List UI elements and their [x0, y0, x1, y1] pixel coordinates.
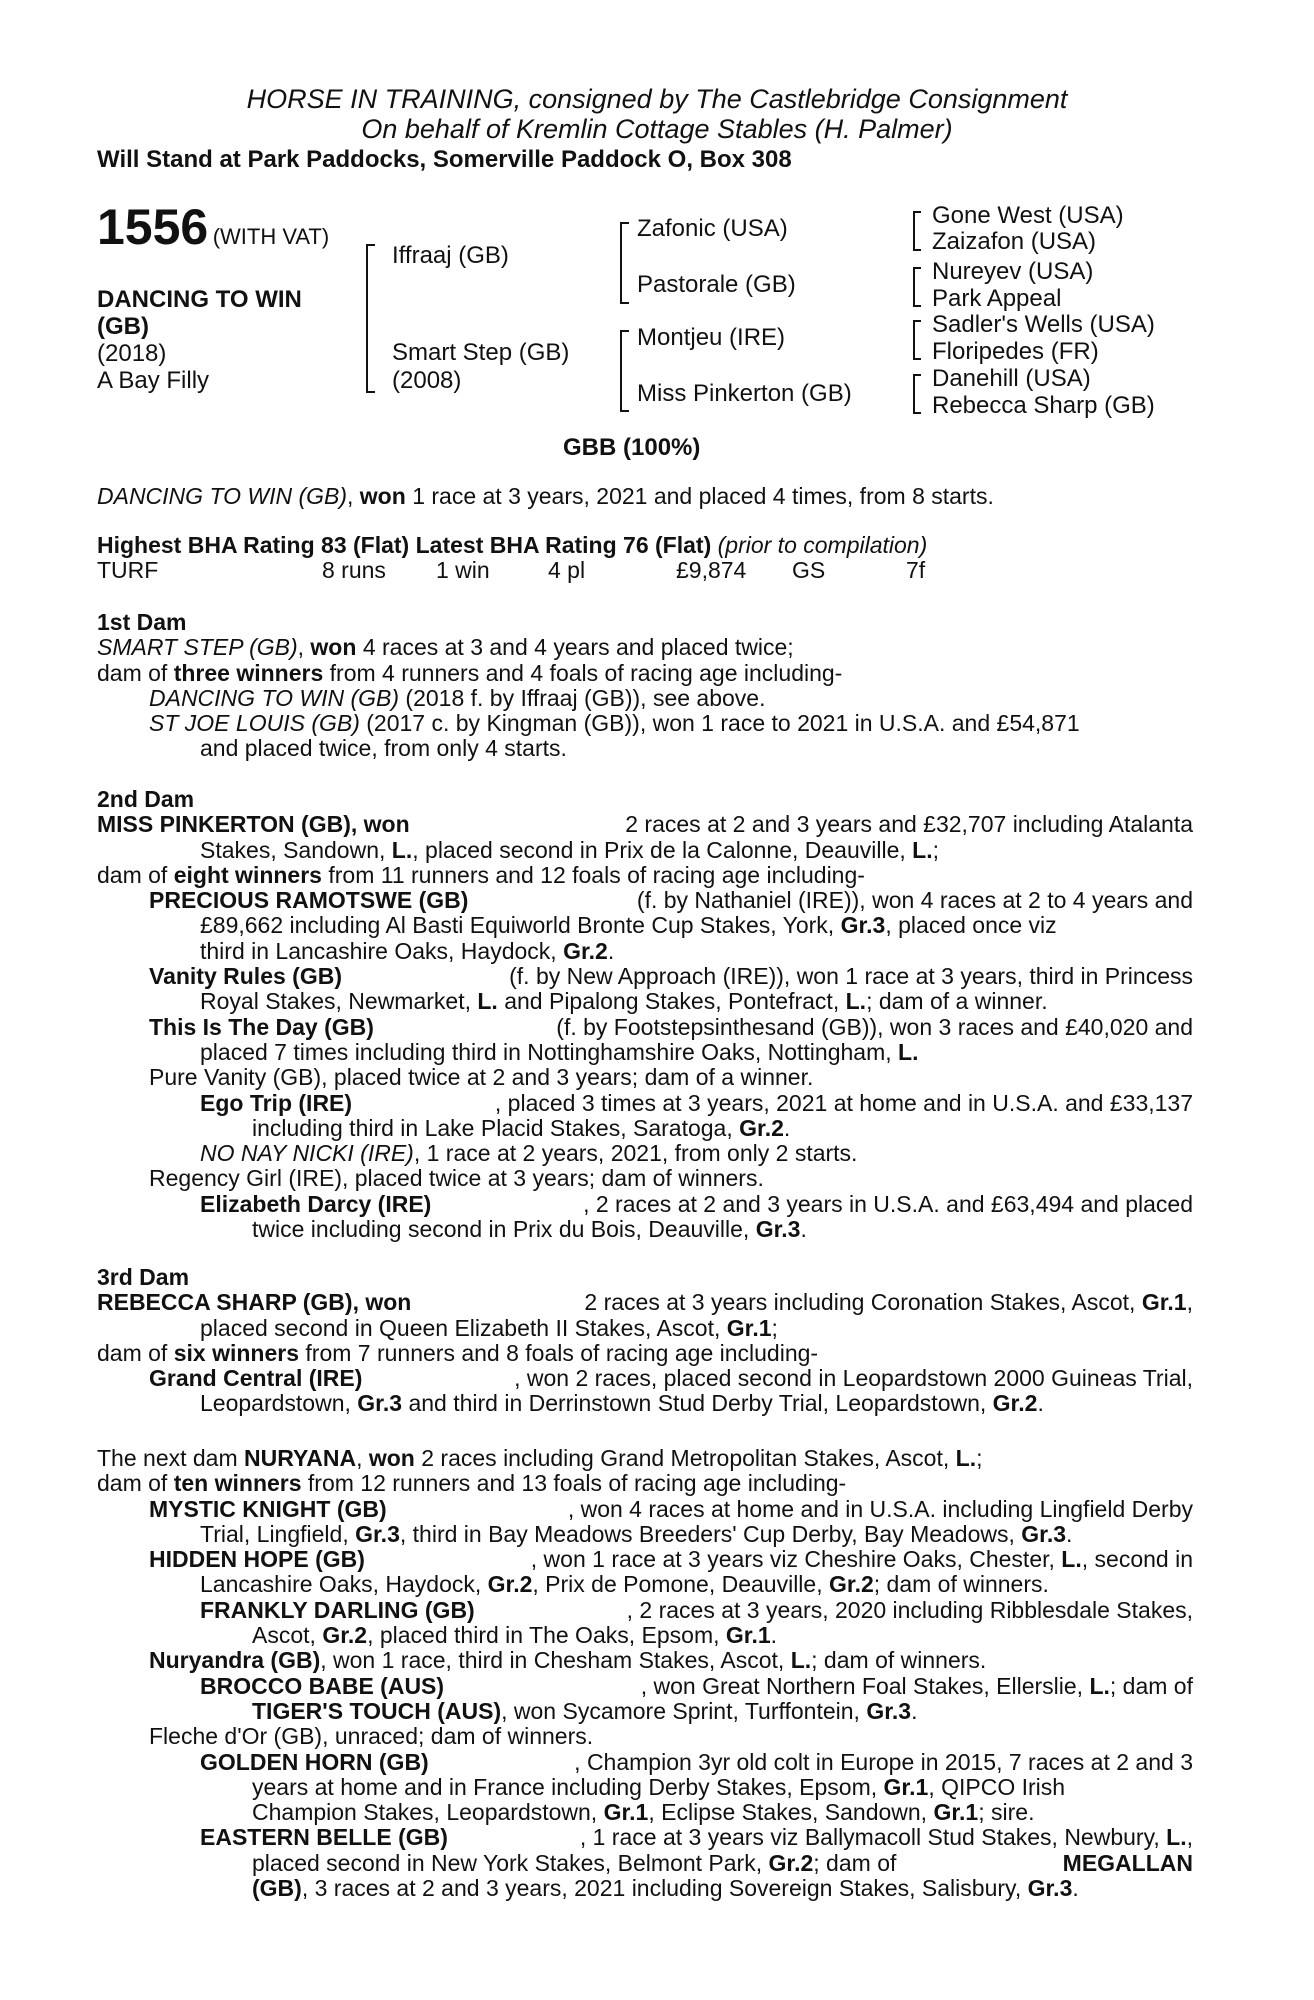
pedigree-dam-sire: Montjeu (IRE): [637, 324, 786, 351]
produce-eastern-belle-cont2: (GB), 3 races at 2 and 3 years, 2021 including Sovereign Stakes, Salisbury, Gr.3.: [252, 1875, 1079, 1902]
third-dam-section: [97, 1265, 1193, 1417]
pedigree-brace-2a: [620, 222, 629, 304]
rating-line: [97, 532, 927, 558]
produce-hidden-hope-cont: Lancashire Oaks, Haydock, Gr.2, Prix de Pomone, Deauville, Gr.2; dam of winners.: [200, 1571, 1049, 1598]
horse-description: A Bay Filly: [97, 367, 210, 394]
produce-precious-ramotswe-cont: £89,662 including Al Basti Equiworld Bronte Cup Stakes, York, Gr.3, placed once viz: [200, 912, 1057, 939]
produce-grand-central: Grand Central (IRE) , won 2 races, placed second in Leopardstown 2000 Guineas Trial,: [149, 1365, 1193, 1392]
first-dam-section: [97, 610, 1193, 762]
pedigree-g1: Gone West (USA): [932, 202, 1124, 229]
next-dam-line: The next dam NURYANA, won 2 races including Grand Metropolitan Stakes, Ascot, L.;: [97, 1445, 983, 1471]
pedigree-dam-dam: Miss Pinkerton (GB): [637, 380, 852, 407]
rating-bold: Highest BHA Rating 83 (Flat) Latest BHA Rating 76 (Flat): [97, 532, 712, 558]
produce-nuryandra: Nuryandra (GB), won 1 race, third in Chesham Stakes, Ascot, L.; dam of winners.: [149, 1647, 987, 1674]
produce-no-nay-nicki: NO NAY NICKI (IRE), 1 race at 2 years, 2021, from only 2 starts.: [200, 1140, 858, 1167]
pedigree-g7: Danehill (USA): [932, 365, 1091, 392]
lot-vat: (WITH VAT): [212, 224, 330, 249]
pedigree-brace-3c: [913, 320, 921, 360]
next-dam-produce-line: dam of ten winners from 12 runners and 13 foals of racing age including-: [97, 1470, 847, 1497]
pedigree-sire-sire: Zafonic (USA): [637, 215, 788, 242]
pedigree-sire: Iffraaj (GB): [392, 242, 509, 269]
produce-golden-horn-cont2: Champion Stakes, Leopardstown, Gr.1, Eclipse Stakes, Sandown, Gr.1; sire.: [252, 1799, 1035, 1826]
horse-year: (2018): [97, 340, 167, 367]
second-dam-produce-line: dam of eight winners from 11 runners and 12 foals of racing age including-: [97, 861, 865, 888]
pedigree-brace-3a: [913, 211, 921, 251]
second-dam-line: MISS PINKERTON (GB), won 2 races at 2 and 3 years and £32,707 including Atalanta: [97, 811, 1193, 838]
horse-country: (GB): [97, 313, 149, 340]
produce-tigers-touch: TIGER'S TOUCH (AUS), won Sycamore Sprint, Turffontein, Gr.3.: [252, 1697, 918, 1724]
produce-golden-horn-cont: years at home and in France including Derby Stakes, Epsom, Gr.1, QIPCO Irish: [252, 1773, 1066, 1800]
rating-record: [0, 557, 1314, 583]
produce-mystic-knight: MYSTIC KNIGHT (GB) , won 4 races at home and in U.S.A. including Lingfield Derby: [149, 1495, 1193, 1522]
produce-dancing-to-win: DANCING TO WIN (GB) (2018 f. by Iffraaj (GB)), see above.: [149, 684, 766, 711]
race-summary: DANCING TO WIN (GB), won 1 race at 3 years, 2021 and placed 4 times, from 8 starts.: [97, 483, 994, 509]
first-dam-line: SMART STEP (GB), won 4 races at 3 and 4 years and placed twice;: [97, 634, 794, 661]
header-line-location: Will Stand at Park Paddocks, Somerville Paddock O, Box 308: [97, 146, 792, 173]
pedigree-g3: Nureyev (USA): [932, 258, 1094, 285]
produce-pure-vanity: Pure Vanity (GB), placed twice at 2 and 3 years; dam of a winner.: [149, 1064, 814, 1091]
produce-fleche-dor: Fleche d'Or (GB), unraced; dam of winners.: [149, 1723, 594, 1750]
pedigree-g6: Floripedes (FR): [932, 338, 1099, 365]
pedigree-g4: Park Appeal: [932, 285, 1062, 312]
horse-name: DANCING TO WIN: [97, 286, 302, 313]
pedigree-g8: Rebecca Sharp (GB): [932, 392, 1155, 419]
produce-hidden-hope: HIDDEN HOPE (GB) , won 1 race at 3 years viz Cheshire Oaks, Chester, L., second in: [149, 1546, 1193, 1573]
produce-frankly-darling-cont: Ascot, Gr.2, placed third in The Oaks, Epsom, Gr.1.: [252, 1622, 778, 1649]
produce-this-is-the-day: This Is The Day (GB) (f. by Footstepsinthesand (GB)), won 3 races and £40,020 and: [149, 1013, 1193, 1040]
first-dam-title: 1st Dam: [97, 609, 187, 635]
header-line-vendor: On behalf of Kremlin Cottage Stables (H. Palmer): [361, 114, 953, 144]
summary-text: 1 race at 3 years, 2021 and placed 4 times, from 8 starts.: [412, 483, 994, 509]
lot-number: 1556: [97, 199, 209, 255]
header-line-consignor: HORSE IN TRAINING, consigned by The Castlebridge Consignment: [246, 84, 1068, 114]
pedigree-brace-3d: [913, 374, 921, 414]
produce-precious-ramotswe-cont2: third in Lancashire Oaks, Haydock, Gr.2.: [200, 937, 615, 964]
pedigree-g2: Zaizafon (USA): [932, 228, 1097, 255]
produce-frankly-darling: FRANKLY DARLING (GB) , 2 races at 3 years, 2020 including Ribblesdale Stakes,: [200, 1596, 1193, 1623]
pedigree-dam: Smart Step (GB): [392, 339, 570, 366]
rating-runs: 8 runs: [322, 557, 386, 583]
pedigree-brace-3b: [913, 267, 921, 307]
pedigree-brace-2b: [620, 330, 629, 412]
produce-st-joe-louis-cont: and placed twice, from only 4 starts.: [200, 735, 567, 762]
produce-elizabeth-darcy-cont: twice including second in Prix du Bois, Deauville, Gr.3.: [252, 1216, 807, 1243]
pedigree-sire-dam: Pastorale (GB): [637, 271, 796, 298]
rating-prize: £9,874: [676, 557, 747, 583]
second-dam-section: [97, 787, 1193, 1242]
pedigree-g5: Sadler's Wells (USA): [932, 311, 1155, 338]
summary-name: DANCING TO WIN (GB): [97, 483, 348, 509]
rating-note: (prior to compilation): [717, 532, 928, 558]
third-dam-produce-line: dam of six winners from 7 runners and 8 foals of racing age including-: [97, 1339, 819, 1366]
third-dam-line-cont: placed second in Queen Elizabeth II Stakes, Ascot, Gr.1;: [200, 1314, 778, 1341]
rating-wins: 1 win: [436, 557, 490, 583]
pedigree-breeding: GBB (100%): [563, 434, 701, 461]
produce-precious-ramotswe: PRECIOUS RAMOTSWE (GB) (f. by Nathaniel (IRE)), won 4 races at 2 to 4 years and: [149, 887, 1193, 914]
rating-surface: TURF: [97, 557, 159, 583]
second-dam-line-cont: Stakes, Sandown, L., placed second in Prix de la Calonne, Deauville, L.;: [200, 836, 939, 863]
produce-this-is-the-day-cont: placed 7 times including third in Nottinghamshire Oaks, Nottingham, L.: [200, 1038, 919, 1065]
pedigree-brace-1: [366, 244, 375, 393]
first-dam-produce-line: dam of three winners from 4 runners and 4 foals of racing age including-: [97, 659, 843, 686]
produce-regency-girl: Regency Girl (IRE), placed twice at 3 years; dam of winners.: [149, 1165, 764, 1192]
rating-going: GS: [792, 557, 826, 583]
pedigree-dam-year: (2008): [392, 367, 462, 394]
produce-eastern-belle-cont: placed second in New York Stakes, Belmont Park, Gr.2; dam of MEGALLAN: [252, 1849, 1193, 1876]
produce-ego-trip: Ego Trip (IRE) , placed 3 times at 3 years, 2021 at home and in U.S.A. and £33,137: [200, 1089, 1193, 1116]
produce-mystic-knight-cont: Trial, Lingfield, Gr.3, third in Bay Meadows Breeders' Cup Derby, Bay Meadows, Gr.3.: [200, 1520, 1073, 1547]
summary-won: won: [359, 483, 406, 509]
lot-number-line: [97, 199, 330, 255]
produce-elizabeth-darcy: Elizabeth Darcy (IRE) , 2 races at 2 and 3 years in U.S.A. and £63,494 and placed: [200, 1190, 1193, 1217]
produce-vanity-rules: Vanity Rules (GB) (f. by New Approach (IRE)), won 1 race at 3 years, third in Princess: [149, 963, 1193, 990]
next-dam-section: [97, 1446, 1193, 1901]
produce-golden-horn: GOLDEN HORN (GB) , Champion 3yr old colt in Europe in 2015, 7 races at 2 and 3: [200, 1748, 1193, 1775]
third-dam-line: REBECCA SHARP (GB), won 2 races at 3 years including Coronation Stakes, Ascot, Gr.1,: [97, 1289, 1193, 1316]
produce-vanity-rules-cont: Royal Stakes, Newmarket, L. and Pipalong Stakes, Pontefract, L.; dam of a winner.: [200, 988, 1048, 1015]
second-dam-title: 2nd Dam: [97, 786, 195, 812]
produce-brocco-babe: BROCCO BABE (AUS) , won Great Northern Foal Stakes, Ellerslie, L.; dam of: [200, 1672, 1193, 1699]
rating-distance: 7f: [906, 557, 926, 583]
produce-grand-central-cont: Leopardstown, Gr.3 and third in Derrinstown Stud Derby Trial, Leopardstown, Gr.2.: [200, 1390, 1044, 1417]
rating-places: 4 pl: [548, 557, 586, 583]
third-dam-title: 3rd Dam: [97, 1264, 190, 1290]
produce-ego-trip-cont: including third in Lake Placid Stakes, Saratoga, Gr.2.: [252, 1114, 791, 1141]
produce-st-joe-louis: ST JOE LOUIS (GB) (2017 c. by Kingman (GB)), won 1 race to 2021 in U.S.A. and £54,871: [149, 710, 1080, 737]
produce-eastern-belle: EASTERN BELLE (GB) , 1 race at 3 years viz Ballymacoll Stud Stakes, Newbury, L.,: [200, 1824, 1193, 1851]
